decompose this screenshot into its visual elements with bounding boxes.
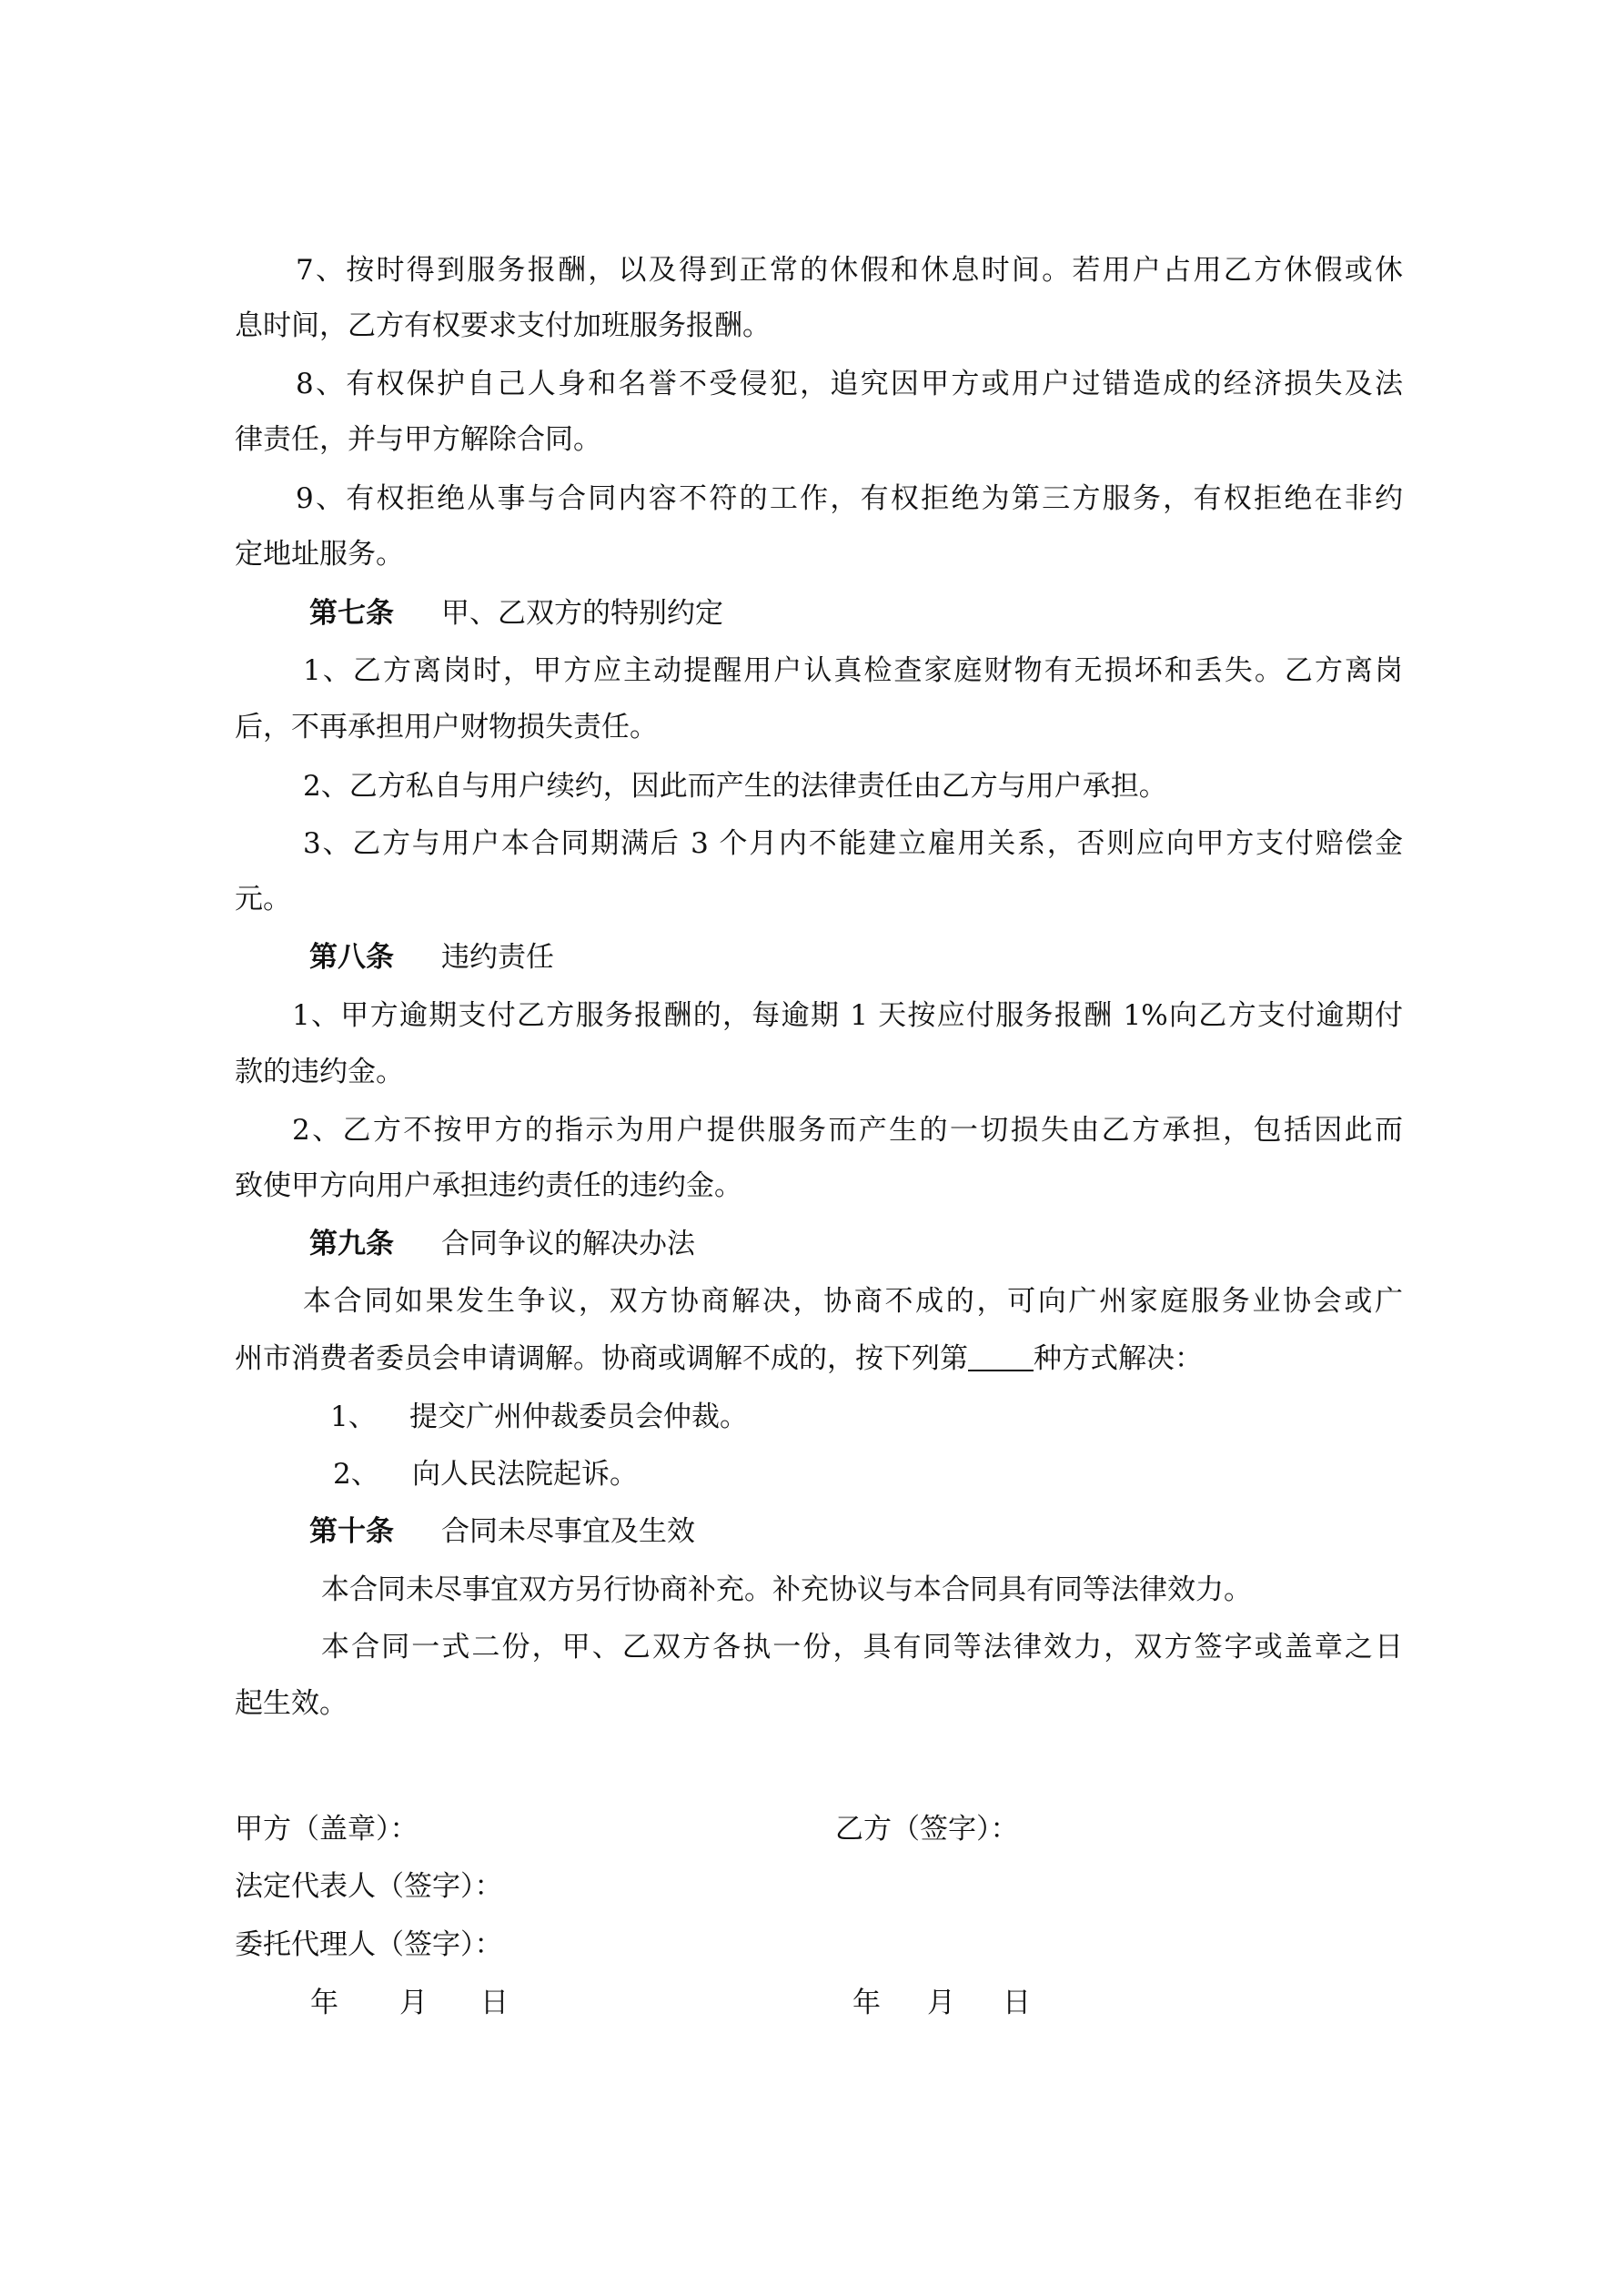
party-a-date-year: 年	[310, 1987, 338, 2019]
article-7-number: 第七条	[309, 597, 394, 630]
resolution-option-2-text: 向人民法院起诉。	[412, 1458, 638, 1491]
authorized-agent-signature-label: 委托代理人（签字）：	[235, 1928, 503, 1961]
right-item-9-line-1: 9、有权拒绝从事与合同内容不符的工作，有权拒绝为第三方服务，有权拒绝在非约	[296, 482, 1403, 515]
article-8-number: 第八条	[309, 941, 394, 974]
article-10-heading	[309, 1513, 695, 1550]
resolution-option-1-label: 1、	[330, 1401, 377, 1433]
article-7-item-3-line-2: 元。	[235, 883, 291, 915]
legal-representative-signature-label: 法定代表人（签字）：	[235, 1870, 503, 1903]
article-8-heading	[309, 939, 554, 976]
article-8-item-2-line-2: 致使甲方向用户承担违约责任的违约金。	[235, 1169, 742, 1202]
article-10-paragraph-1: 本合同未尽事宜双方另行协商补充。补充协议与本合同具有同等法律效力。	[321, 1573, 1252, 1606]
party-b-date-year: 年	[852, 1987, 881, 2019]
right-item-7-line-2: 息时间，乙方有权要求支付加班服务报酬。	[235, 309, 771, 342]
article-8-item-1-line-2: 款的违约金。	[235, 1056, 404, 1088]
resolution-option-2-label: 2、	[333, 1458, 379, 1491]
article-7-item-1-line-1: 1、乙方离岗时，甲方应主动提醒用户认真检查家庭财物有无损坏和丢失。乙方离岗	[303, 654, 1403, 687]
article-10-title: 合同未尽事宜及生效	[441, 1515, 695, 1548]
article-7-item-3-line-1: 3、乙方与用户本合同期满后 3 个月内不能建立雇用关系，否则应向甲方支付赔偿金	[303, 827, 1403, 860]
article-9-paragraph-line-2	[235, 1340, 1203, 1377]
article-9-paragraph-before-blank: 州市消费者委员会申请调解。协商或调解不成的，按下列第	[235, 1342, 968, 1375]
article-8-item-1-line-1: 1、甲方逾期支付乙方服务报酬的，每逾期 1 天按应付服务报酬 1%向乙方支付逾期付	[292, 999, 1403, 1032]
article-8-item-2-line-1: 2、乙方不按甲方的指示为用户提供服务而产生的一切损失由乙方承担，包括因此而	[292, 1114, 1403, 1147]
resolution-option-1-text: 提交广州仲裁委员会仲裁。	[409, 1401, 748, 1433]
party-a-seal-label: 甲方（盖章）：	[235, 1813, 419, 1846]
party-b-signature-label: 乙方（签字）：	[835, 1813, 1019, 1846]
resolution-option-1	[330, 1399, 748, 1435]
party-a-date	[310, 1985, 509, 2021]
article-9-paragraph-after-blank: 种方式解决：	[1034, 1342, 1203, 1375]
article-9-heading	[309, 1226, 695, 1262]
method-number-blank	[968, 1342, 1034, 1371]
article-7-item-1-line-2: 后，不再承担用户财物损失责任。	[235, 711, 658, 743]
article-7-item-2: 2、乙方私自与用户续约，因此而产生的法律责任由乙方与用户承担。	[303, 770, 1167, 803]
party-b-date-month: 月	[927, 1987, 955, 2019]
party-a-date-day: 日	[480, 1987, 509, 2019]
party-b-date	[852, 1985, 1031, 2021]
resolution-option-2	[333, 1456, 638, 1492]
right-item-8-line-1: 8、有权保护自己人身和名誉不受侵犯，追究因甲方或用户过错造成的经济损失及法	[296, 368, 1403, 400]
right-item-8-line-2: 律责任，并与甲方解除合同。	[235, 423, 601, 456]
article-10-paragraph-2-line-2: 起生效。	[235, 1687, 348, 1720]
article-8-title: 违约责任	[441, 941, 554, 974]
article-10-paragraph-2-line-1: 本合同一式二份，甲、乙双方各执一份，具有同等法律效力，双方签字或盖章之日	[321, 1631, 1403, 1664]
party-b-date-day: 日	[1003, 1987, 1031, 2019]
right-item-9-line-2: 定地址服务。	[235, 538, 404, 571]
article-10-number: 第十条	[309, 1515, 394, 1548]
article-9-title: 合同争议的解决办法	[441, 1228, 695, 1260]
article-7-title: 甲、乙双方的特别约定	[441, 597, 723, 630]
article-9-number: 第九条	[309, 1228, 394, 1260]
article-9-paragraph-line-1: 本合同如果发生争议，双方协商解决，协商不成的，可向广州家庭服务业协会或广	[303, 1285, 1403, 1318]
article-7-heading	[309, 595, 723, 632]
right-item-7-line-1: 7、按时得到服务报酬，以及得到正常的休假和休息时间。若用户占用乙方休假或休	[296, 254, 1403, 287]
party-a-date-month: 月	[399, 1987, 428, 2019]
